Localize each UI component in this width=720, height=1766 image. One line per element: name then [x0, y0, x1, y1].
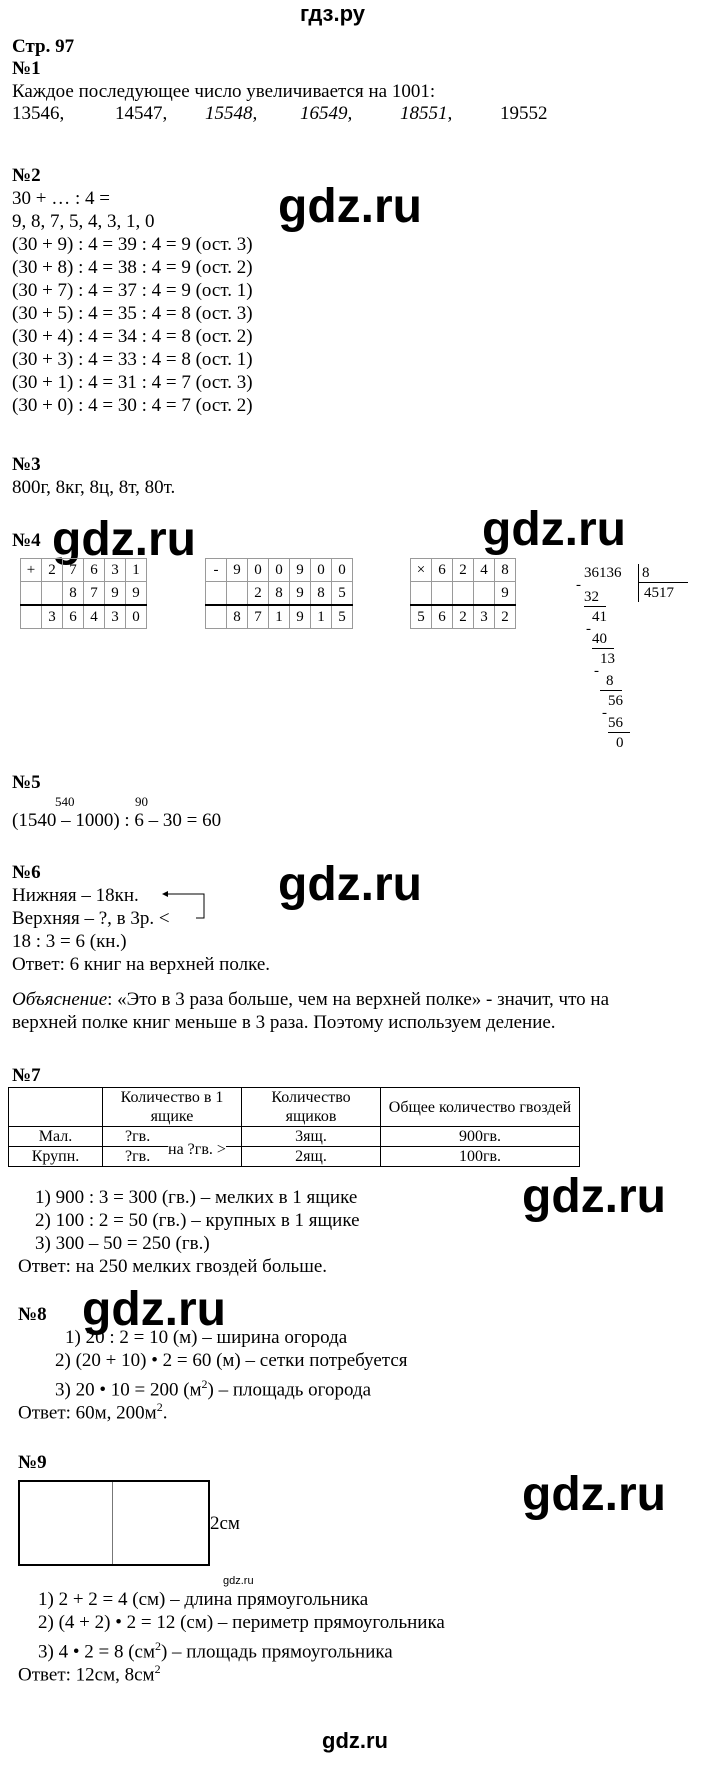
digit: 3	[105, 559, 126, 582]
digit: 6	[63, 605, 84, 629]
task-6-line: Нижняя – 18кн.	[12, 885, 139, 906]
operator: -	[206, 559, 227, 582]
digit: 0	[126, 605, 147, 629]
table-row	[9, 1127, 580, 1147]
table-cell: 3ящ.	[242, 1127, 381, 1147]
step: 41	[592, 609, 607, 625]
task-3-number: №3	[12, 454, 41, 475]
table-cell: 900гв.	[381, 1127, 580, 1147]
digit: 9	[290, 582, 311, 606]
table-row	[9, 1147, 580, 1167]
table-header: Общее количество гвоздей	[381, 1088, 580, 1127]
task-2-number: №2	[12, 165, 41, 186]
task-2-line: (30 + 5) : 4 = 35 : 4 = 8 (ост. 3)	[12, 303, 253, 324]
task-2-line: (30 + 7) : 4 = 37 : 4 = 9 (ост. 1)	[12, 280, 253, 301]
task-1-num: 15548,	[205, 103, 258, 124]
operator: ×	[411, 559, 432, 582]
watermark: gdz.ru	[278, 858, 422, 911]
table-cell: ?гв.	[103, 1127, 242, 1147]
digit: 8	[495, 559, 516, 582]
long-division: 36136 8 4517 - 32 41 - 40 13 - 8 56 - 56 0	[580, 562, 700, 762]
watermark: gdz.ru	[522, 1468, 666, 1521]
watermark-small: gdz.ru	[223, 1575, 254, 1587]
digit: 9	[290, 605, 311, 629]
multiplication-grid	[410, 558, 516, 629]
task-1-text: Каждое последующее число увеличивается на 1001:	[12, 81, 436, 102]
table-cell: Мал.	[9, 1127, 103, 1147]
table-cell: ?гв.	[103, 1147, 242, 1167]
text: .	[162, 1402, 168, 1424]
operator: +	[21, 559, 42, 582]
digit: 9	[290, 559, 311, 582]
side-label: 2см	[210, 1513, 240, 1534]
digit: 1	[269, 605, 290, 629]
step: 56	[608, 715, 623, 731]
watermark: gdz.ru	[278, 180, 422, 233]
digit: 2	[495, 605, 516, 629]
task-5-annotation: 540	[55, 794, 75, 809]
task-6-line: Ответ: 6 книг на верхней полке.	[12, 954, 271, 975]
text: Ответ: 12см, 8см	[18, 1664, 155, 1686]
digit: 9	[105, 582, 126, 606]
digit: 4	[474, 559, 495, 582]
task-8-line: 2) (20 + 10) • 2 = 60 (м) – сетки потребуется	[55, 1350, 408, 1371]
text: Ответ: 60м, 200м	[18, 1402, 157, 1424]
digit: 7	[84, 582, 105, 606]
task-7-line: 1) 900 : 3 = 300 (гв.) – мелких в 1 ящике	[35, 1187, 358, 1208]
superscript: 2	[154, 1639, 161, 1653]
task-1-num: 14547,	[115, 103, 168, 124]
task-7-line: 3) 300 – 50 = 250 (гв.)	[35, 1233, 210, 1254]
table-header	[9, 1088, 103, 1127]
digit: 1	[311, 605, 332, 629]
digit: 4	[84, 605, 105, 629]
digit: 9	[495, 582, 516, 606]
task-6-line: Верхняя – ?, в 3р. <	[12, 908, 170, 929]
footer-watermark: gdz.ru	[322, 1728, 388, 1753]
text: 3) 20 • 10 = 200 (м	[55, 1379, 202, 1401]
digit: 0	[248, 559, 269, 582]
digit: 9	[227, 559, 248, 582]
digit: 1	[126, 559, 147, 582]
task-2-line: (30 + 3) : 4 = 33 : 4 = 8 (ост. 1)	[12, 349, 253, 370]
digit: 2	[453, 605, 474, 629]
task-6-number: №6	[12, 862, 41, 883]
step: 32	[584, 589, 599, 605]
digit: 9	[126, 582, 147, 606]
watermark: gdz.ru	[82, 1283, 226, 1336]
digit: 3	[105, 605, 126, 629]
task-8-line: 1) 20 : 2 = 10 (м) – ширина огорода	[65, 1327, 348, 1348]
task-2-line: 9, 8, 7, 5, 4, 3, 1, 0	[12, 211, 155, 232]
task-9-answer	[18, 1658, 161, 1686]
task-2-line: (30 + 0) : 4 = 30 : 4 = 7 (ост. 2)	[12, 395, 253, 416]
watermark: gdz.ru	[52, 513, 196, 566]
digit: 0	[332, 559, 353, 582]
task-1-num: 18551,	[400, 103, 453, 124]
subtraction-grid	[205, 558, 353, 629]
table-header: Количество в 1 ящике	[103, 1088, 242, 1127]
task-8-answer	[18, 1396, 167, 1424]
quotient: 4517	[644, 585, 674, 601]
digit: 8	[227, 605, 248, 629]
step: 0	[616, 735, 624, 751]
task-7-answer: Ответ: на 250 мелких гвоздей больше.	[18, 1256, 328, 1277]
task-3-text: 800г, 8кг, 8ц, 8т, 80т.	[12, 477, 176, 498]
digit: 8	[311, 582, 332, 606]
watermark: gdz.ru	[522, 1170, 666, 1223]
step: 40	[592, 631, 607, 647]
digit: 6	[432, 559, 453, 582]
digit: 5	[332, 605, 353, 629]
page-number: Стр. 97	[12, 36, 75, 57]
digit: 8	[269, 582, 290, 606]
addition-grid	[20, 558, 147, 629]
superscript: 2	[201, 1377, 208, 1391]
task-2-line: (30 + 1) : 4 = 31 : 4 = 7 (ост. 3)	[12, 372, 253, 393]
dividend: 36136	[584, 565, 622, 581]
task-2-line: (30 + 9) : 4 = 39 : 4 = 9 (ост. 3)	[12, 234, 253, 255]
text: ) – площадь огорода	[207, 1379, 372, 1401]
explanation-text: : «Это в 3 раза больше, чем на верхней полке» - значит, что на	[107, 989, 609, 1010]
rectangle-figure	[18, 1480, 210, 1566]
digit: 7	[248, 605, 269, 629]
table-cell: 100гв.	[381, 1147, 580, 1167]
superscript: 2	[154, 1662, 161, 1676]
task-6-explanation	[12, 989, 609, 1011]
digit: 5	[411, 605, 432, 629]
task-7-table	[8, 1087, 580, 1167]
table-header: Количество ящиков	[242, 1088, 381, 1127]
comparison-label: на ?гв. >	[168, 1139, 226, 1161]
task-6-explanation-2: верхней полке книг меньше в 3 раза. Поэтому используем деление.	[12, 1012, 556, 1033]
relation-arrow-icon	[160, 888, 210, 924]
task-9-number: №9	[18, 1452, 47, 1473]
digit: 2	[248, 582, 269, 606]
digit: 6	[432, 605, 453, 629]
digit: 7	[63, 559, 84, 582]
task-9-line: 2) (4 + 2) • 2 = 12 (см) – периметр прямоугольника	[38, 1612, 445, 1633]
task-1-number: №1	[12, 58, 41, 79]
task-4-number: №4	[12, 530, 41, 551]
digit: 2	[42, 559, 63, 582]
superscript: 2	[156, 1400, 163, 1414]
digit: 8	[63, 582, 84, 606]
task-5-annotation: 90	[135, 794, 148, 809]
text: ) – площадь прямоугольника	[160, 1641, 393, 1663]
task-2-line: (30 + 4) : 4 = 34 : 4 = 8 (ост. 2)	[12, 326, 253, 347]
step: 8	[606, 673, 614, 689]
table-cell: 2ящ.	[242, 1147, 381, 1167]
step: 13	[600, 651, 615, 667]
task-7-number: №7	[12, 1065, 41, 1086]
task-6-line: 18 : 3 = 6 (кн.)	[12, 931, 127, 952]
digit: 3	[474, 605, 495, 629]
explanation-label: Объяснение	[12, 989, 108, 1010]
task-2-line: (30 + 8) : 4 = 38 : 4 = 9 (ост. 2)	[12, 257, 253, 278]
task-9-line: 1) 2 + 2 = 4 (см) – длина прямоугольника	[38, 1589, 369, 1610]
site-title: гдз.ру	[300, 1, 365, 26]
digit: 3	[42, 605, 63, 629]
task-7-line: 2) 100 : 2 = 50 (гв.) – крупных в 1 ящике	[35, 1210, 360, 1231]
watermark: gdz.ru	[482, 503, 626, 556]
text: 3) 4 • 2 = 8 (см	[38, 1641, 155, 1663]
step: 56	[608, 693, 623, 709]
table-cell: Крупн.	[9, 1147, 103, 1167]
task-1-num: 16549,	[300, 103, 353, 124]
task-8-number: №8	[18, 1304, 47, 1325]
task-5-text: (1540 – 1000) : 6 – 30 = 60	[12, 810, 222, 831]
task-1-num: 13546,	[12, 103, 65, 124]
digit: 5	[332, 582, 353, 606]
digit: 6	[84, 559, 105, 582]
digit: 0	[311, 559, 332, 582]
digit: 2	[453, 559, 474, 582]
task-5-number: №5	[12, 772, 41, 793]
task-1-num: 19552	[500, 103, 548, 124]
divisor: 8	[642, 565, 650, 581]
task-2-line: 30 + … : 4 =	[12, 188, 110, 209]
digit: 0	[269, 559, 290, 582]
